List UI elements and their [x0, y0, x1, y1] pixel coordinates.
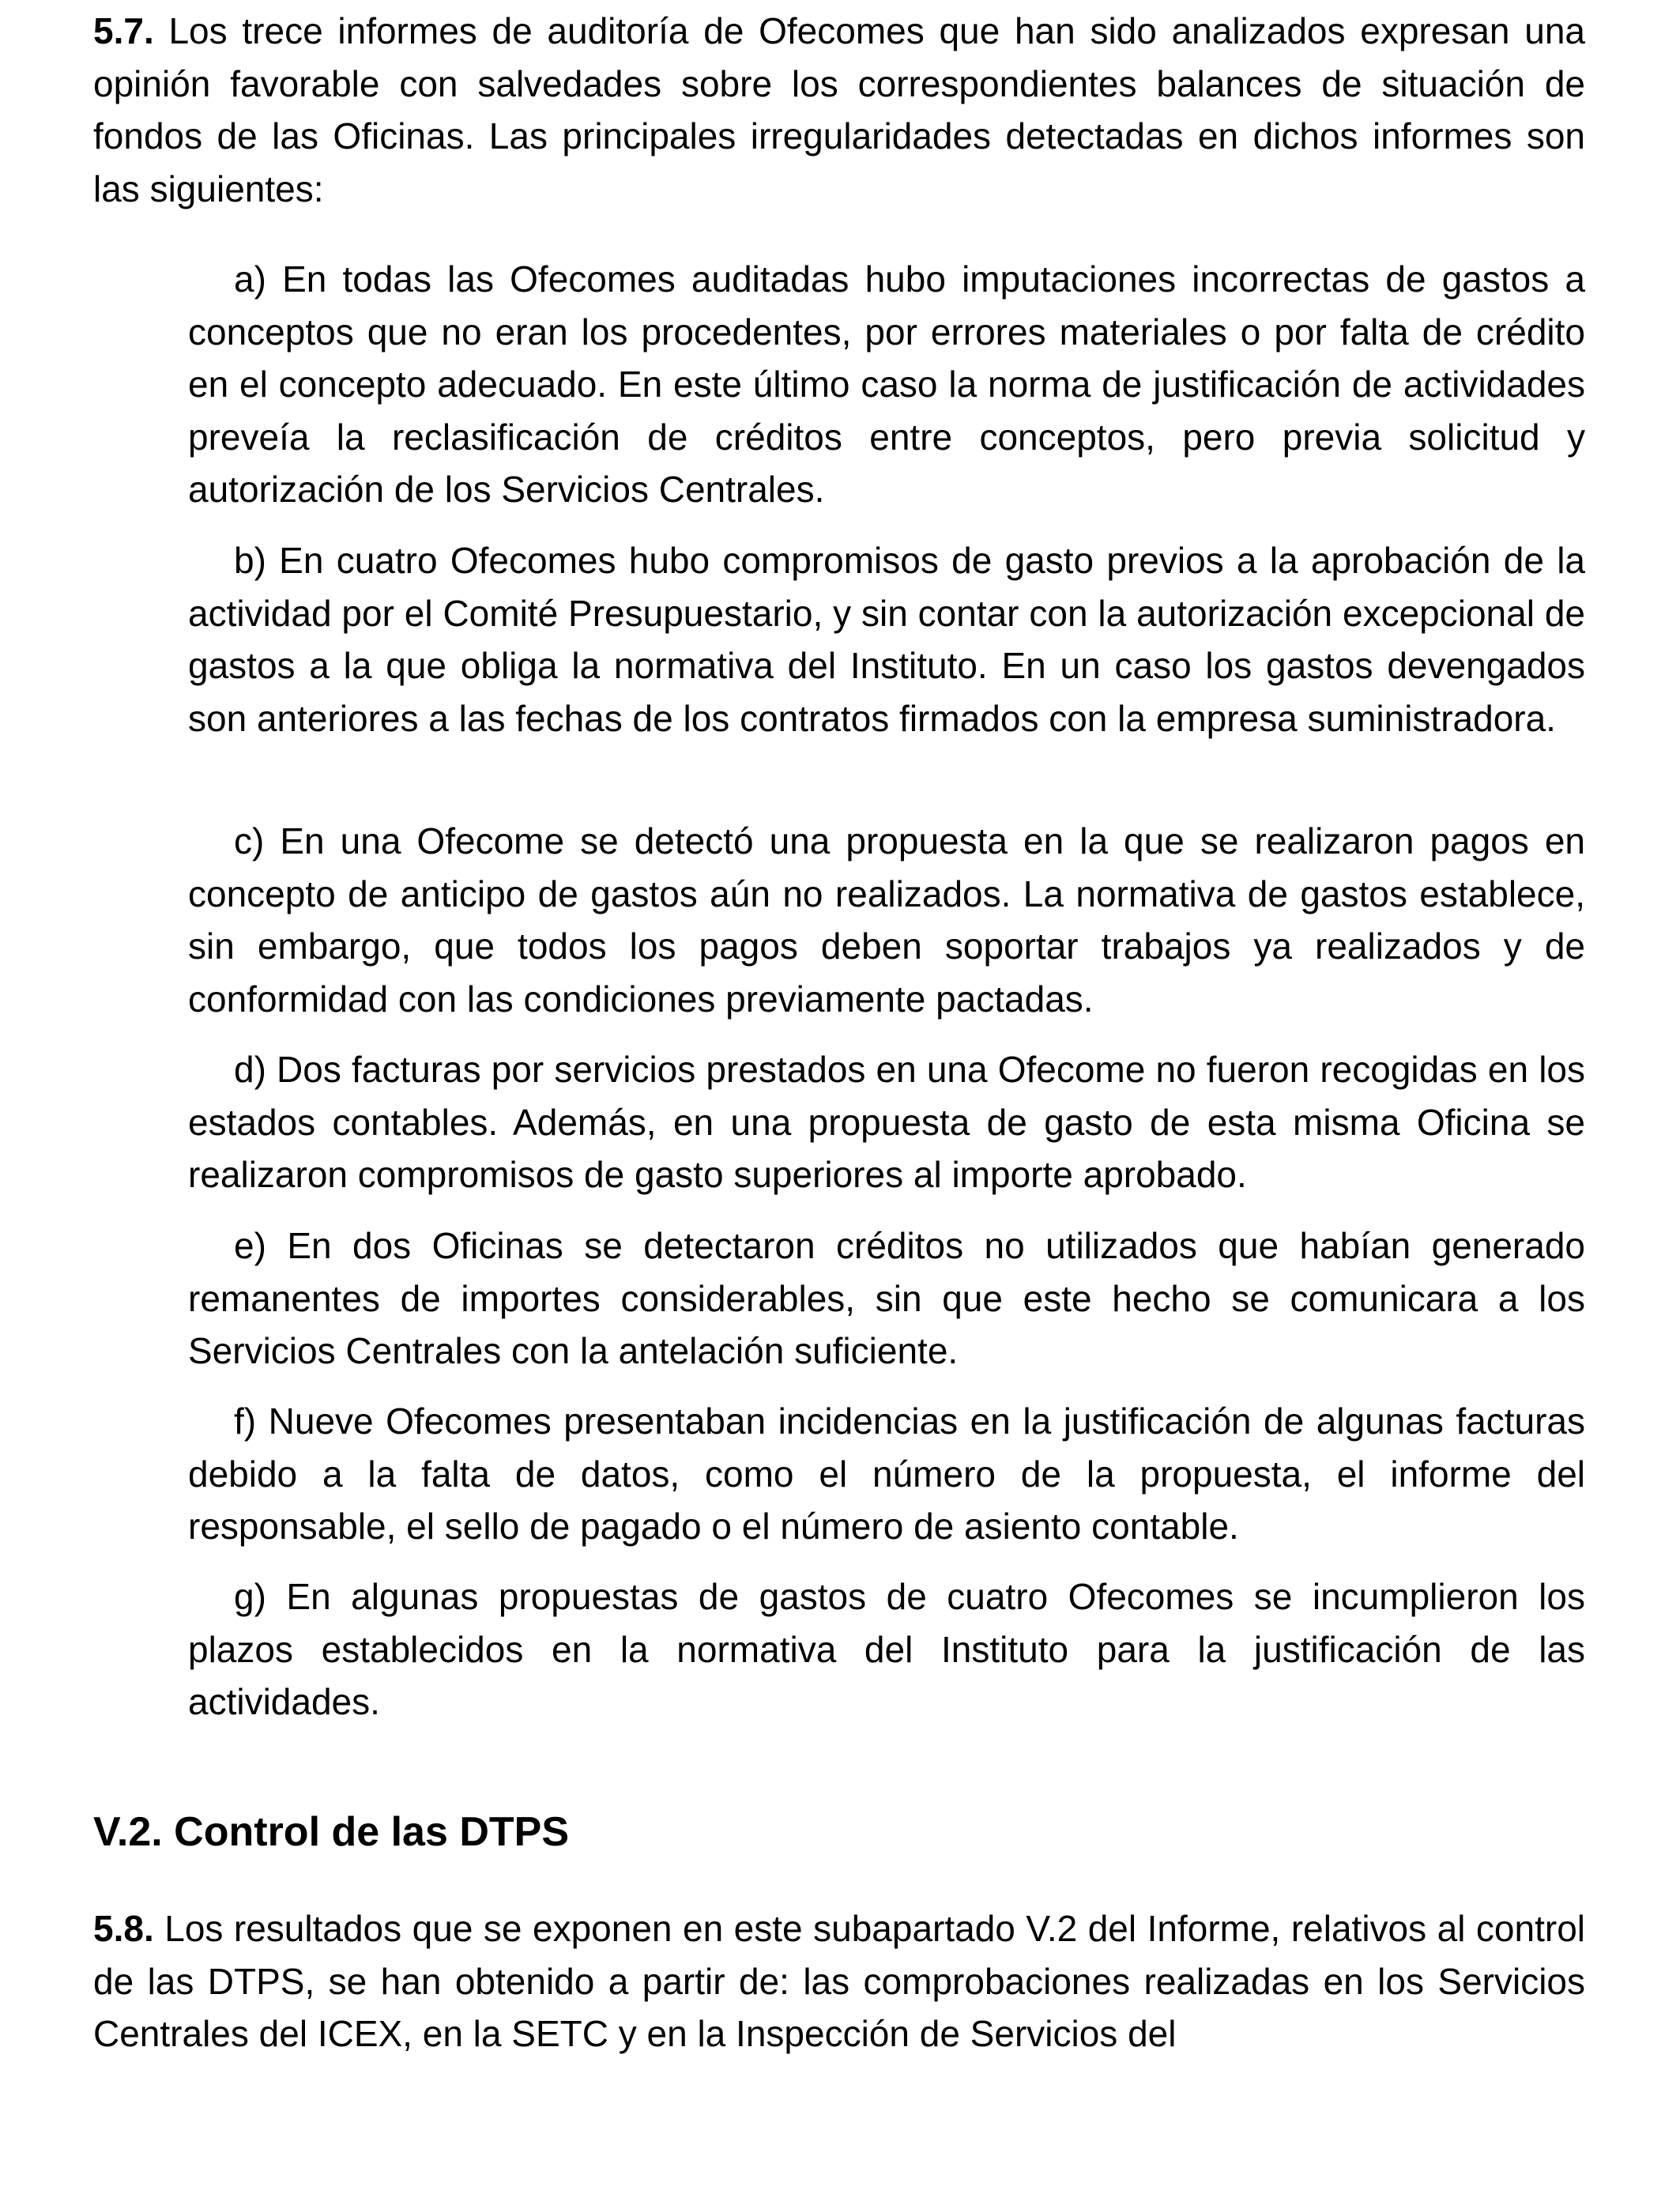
item-label: d) [234, 1049, 266, 1090]
item-text: En una Ofecome se detectó una propuesta en la que se realizaron pagos en concepto de anticipo de gastos aún no realizados. La normativa de gastos establece, sin embargo, que todos los pagos deben soportar trabajos ya realizados y de conformidad con las condiciones previamente pactadas. [188, 820, 1585, 1020]
item-label: a) [234, 258, 266, 300]
item-text: En algunas propuestas de gastos de cuatro Ofecomes se incumplieron los plazos establecidos en la normativa del Instituto para la justificación de las actividades. [188, 1576, 1585, 1722]
list-item-e [188, 1220, 1585, 1378]
paragraph-text: Los trece informes de auditoría de Ofecomes que han sido analizados expresan una opinión favorable con salvedades sobre los correspondientes balances de situación de fondos de las Oficinas. Las principales irregularidades detectadas en dichos informes son las siguientes: [93, 10, 1585, 209]
item-label: b) [234, 540, 266, 581]
list-item-b [188, 534, 1585, 745]
paragraph-5-7 [93, 5, 1585, 215]
list-item-c [188, 815, 1585, 1025]
item-text: En cuatro Ofecomes hubo compromisos de gasto previos a la aprobación de la actividad por el Comité Presupuestario, y sin contar con la autorización excepcional de gastos a la que obliga la normativa del Instituto. En un caso los gastos devengados son anteriores a las fechas de los contratos firmados con la empresa suministradora. [188, 540, 1585, 739]
item-label: c) [234, 820, 265, 861]
item-label: e) [234, 1225, 266, 1266]
paragraph-5-8 [93, 1902, 1585, 2060]
item-text: En dos Oficinas se detectaron créditos no utilizados que habían generado remanentes de importes considerables, sin que este hecho se comunicara a los Servicios Centrales con la antelación suficiente. [188, 1225, 1585, 1371]
list-item-a [188, 253, 1585, 516]
paragraph-number: 5.8. [93, 1908, 154, 1949]
section-heading: V.2. Control de las DTPS [93, 1809, 570, 1855]
list-item-d [188, 1043, 1585, 1201]
item-label: g) [234, 1576, 266, 1617]
paragraph-number: 5.7. [93, 10, 154, 51]
list-item-f [188, 1395, 1585, 1553]
item-text: Nueve Ofecomes presentaban incidencias en la justificación de algunas facturas debido a la falta de datos, como el número de la propuesta, el informe del responsable, el sello de pagado o el número de asiento contable. [188, 1400, 1585, 1547]
item-label: f) [234, 1400, 257, 1442]
paragraph-text: Los resultados que se exponen en este subapartado V.2 del Informe, relativos al control de las DTPS, se han obtenido a partir de: las comprobaciones realizadas en los Servicios Centrales del ICEX, en la SETC y en la Inspección de Servicios del [93, 1908, 1585, 2054]
list-item-g [188, 1570, 1585, 1728]
item-text: Dos facturas por servicios prestados en una Ofecome no fueron recogidas en los estados contables. Además, en una propuesta de gasto de esta misma Oficina se realizaron compromisos de gasto superiores al importe aprobado. [188, 1049, 1585, 1195]
item-text: En todas las Ofecomes auditadas hubo imputaciones incorrectas de gastos a conceptos que no eran los procedentes, por errores materiales o por falta de crédito en el concepto adecuado. En este último caso la norma de justificación de actividades preveía la reclasificación de créditos entre conceptos, pero previa solicitud y autorización de los Servicios Centrales. [188, 258, 1585, 510]
